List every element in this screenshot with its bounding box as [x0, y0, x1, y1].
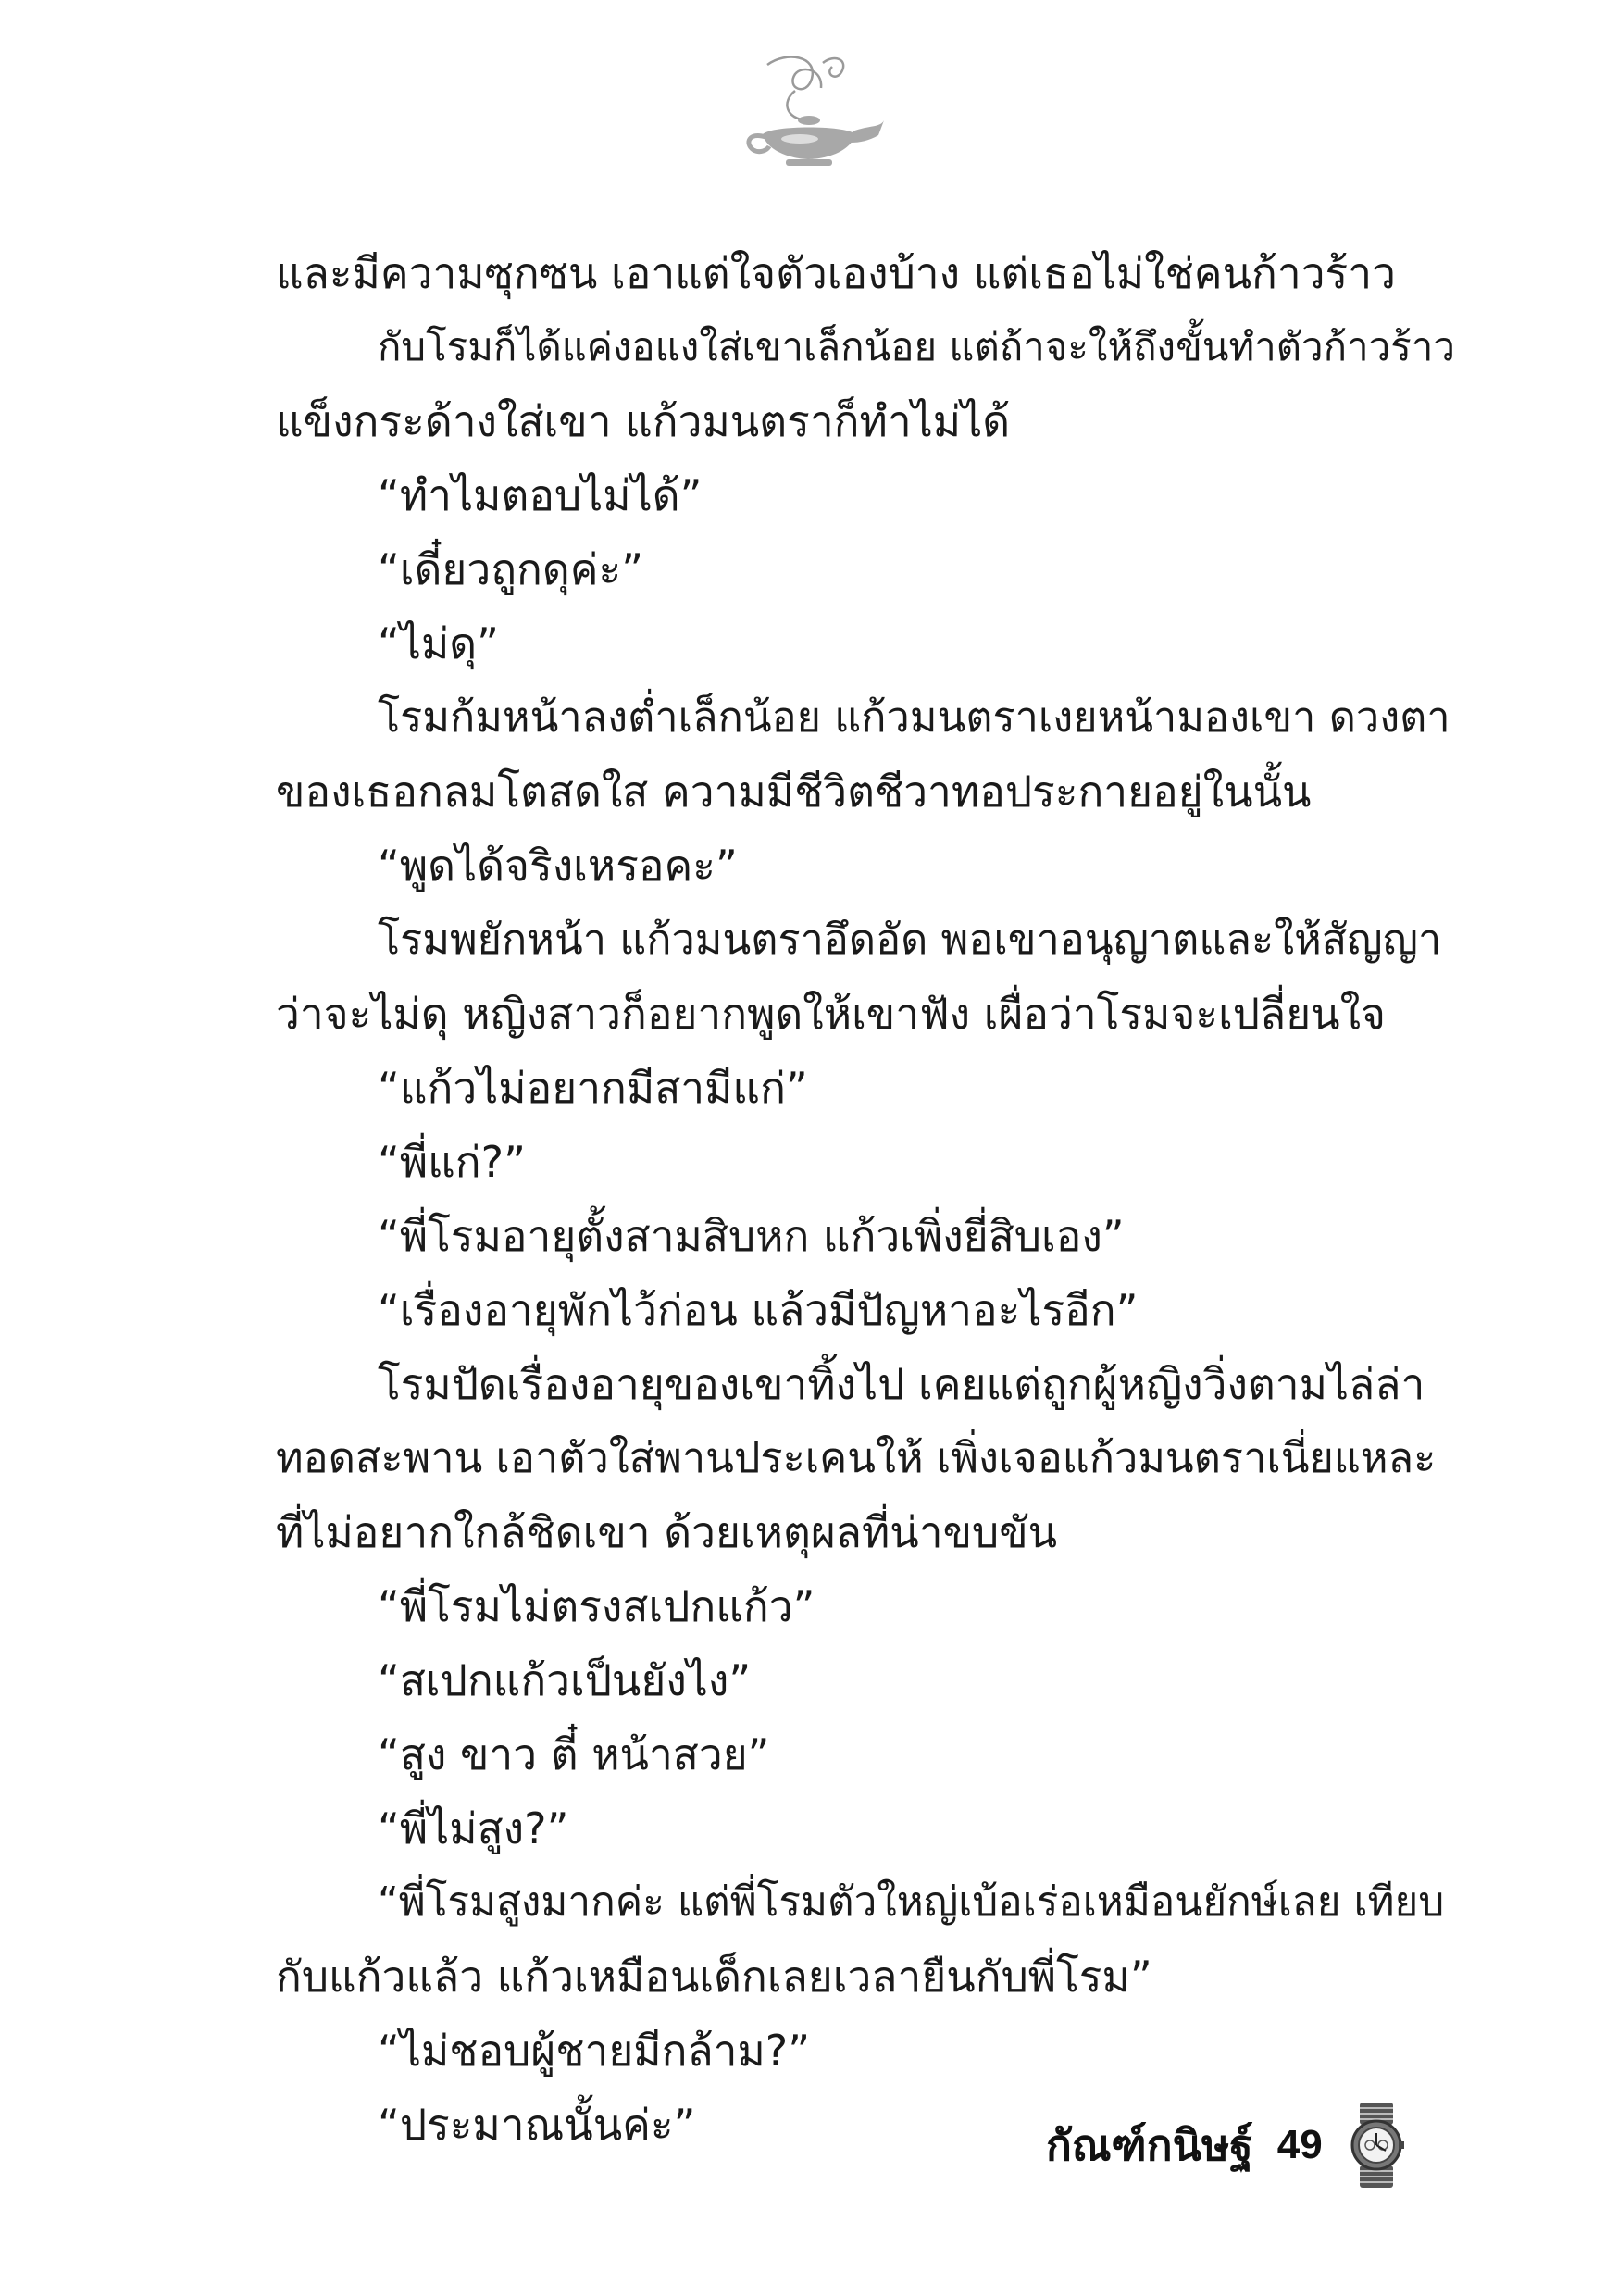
text-line: ของเธอกลมโตสดใส ความมีชีวิตชีวาทอประกายอยู่ในนั้น [276, 767, 1312, 817]
watch-icon [1339, 2101, 1413, 2190]
text-line: “เดี๋ยวถูกดุค่ะ” [378, 544, 644, 594]
text-line: ว่าจะไม่ดุ หญิงสาวก็อยากพูดให้เขาฟัง เผื่อว่าโรมจะเปลี่ยนใจ [276, 989, 1387, 1039]
text-line: ที่ไม่อยากใกล้ชิดเขา ด้วยเหตุผลที่น่าขบขัน [276, 1507, 1058, 1557]
body-text [276, 236, 1461, 2162]
text-line: และมีความซุกซน เอาแต่ใจตัวเองบ้าง แต่เธอไม่ใช่คนก้าวร้าว [276, 248, 1396, 298]
text-line: “ไม่ชอบผู้ชายมีกล้าม?” [378, 2026, 811, 2076]
text-line: “พี่โรมอายุตั้งสามสิบหก แก้วเพิ่งยี่สิบเอง” [378, 1211, 1125, 1261]
text-line: กับแก้วแล้ว แก้วเหมือนเด็กเลยเวลายืนกับพี่โรม” [276, 1952, 1152, 2002]
text-line: “พี่แก่?” [378, 1137, 526, 1187]
text-line: กับโรมก็ได้แค่งอแงใส่เขาเล็กน้อย แต่ถ้าจะให้ถึงขั้นทำตัวก้าวร้าว [378, 324, 1455, 369]
text-line: “ไม่ดุ” [378, 618, 499, 668]
text-line: “พี่ไม่สูง?” [378, 1803, 569, 1853]
text-line: ทอดสะพาน เอาตัวใส่พานประเคนให้ เพิ่งเจอแก้วมนตราเนี่ยแหละ [276, 1433, 1437, 1482]
text-line: โรมปัดเรื่องอายุของเขาทิ้งไป เคยแต่ถูกผู้หญิงวิ่งตามไล่ล่า [378, 1359, 1425, 1409]
text-line: “พี่โรมสูงมากค่ะ แต่พี่โรมตัวใหญ่เบ้อเร่อเหมือนยักษ์เลย เทียบ [378, 1878, 1445, 1926]
text-line: “เรื่องอายุพักไว้ก่อน แล้วมีปัญหาอะไรอีก” [378, 1285, 1139, 1335]
page-number: 49 [1276, 2122, 1323, 2167]
text-line: แข็งกระด้างใส่เขา แก้วมนตราก็ทำไม่ได้ [276, 396, 1011, 446]
magic-lamp-icon [730, 46, 888, 176]
text-line: “แก้วไม่อยากมีสามีแก่” [378, 1063, 808, 1113]
text-line: “สูง ขาว ตี๋ หน้าสวย” [378, 1729, 770, 1779]
text-line: “สเปกแก้วเป็นยังไง” [378, 1655, 752, 1705]
page-footer [1046, 2094, 1490, 2196]
text-line: “ทำไมตอบไม่ได้” [378, 470, 703, 520]
book-title: กัณฑ์กนิษฐ์ [1046, 2119, 1253, 2170]
text-line: “พี่โรมไม่ตรงสเปกแก้ว” [378, 1581, 815, 1631]
text-line: “ประมาณนั้นค่ะ” [378, 2100, 696, 2150]
text-line: “พูดได้จริงเหรอคะ” [378, 841, 738, 891]
text-line: โรมพยักหน้า แก้วมนตราอึดอัด พอเขาอนุญาตและให้สัญญา [378, 915, 1442, 964]
text-line: โรมก้มหน้าลงต่ำเล็กน้อย แก้วมนตราเงยหน้ามองเขา ดวงตา [378, 693, 1450, 742]
